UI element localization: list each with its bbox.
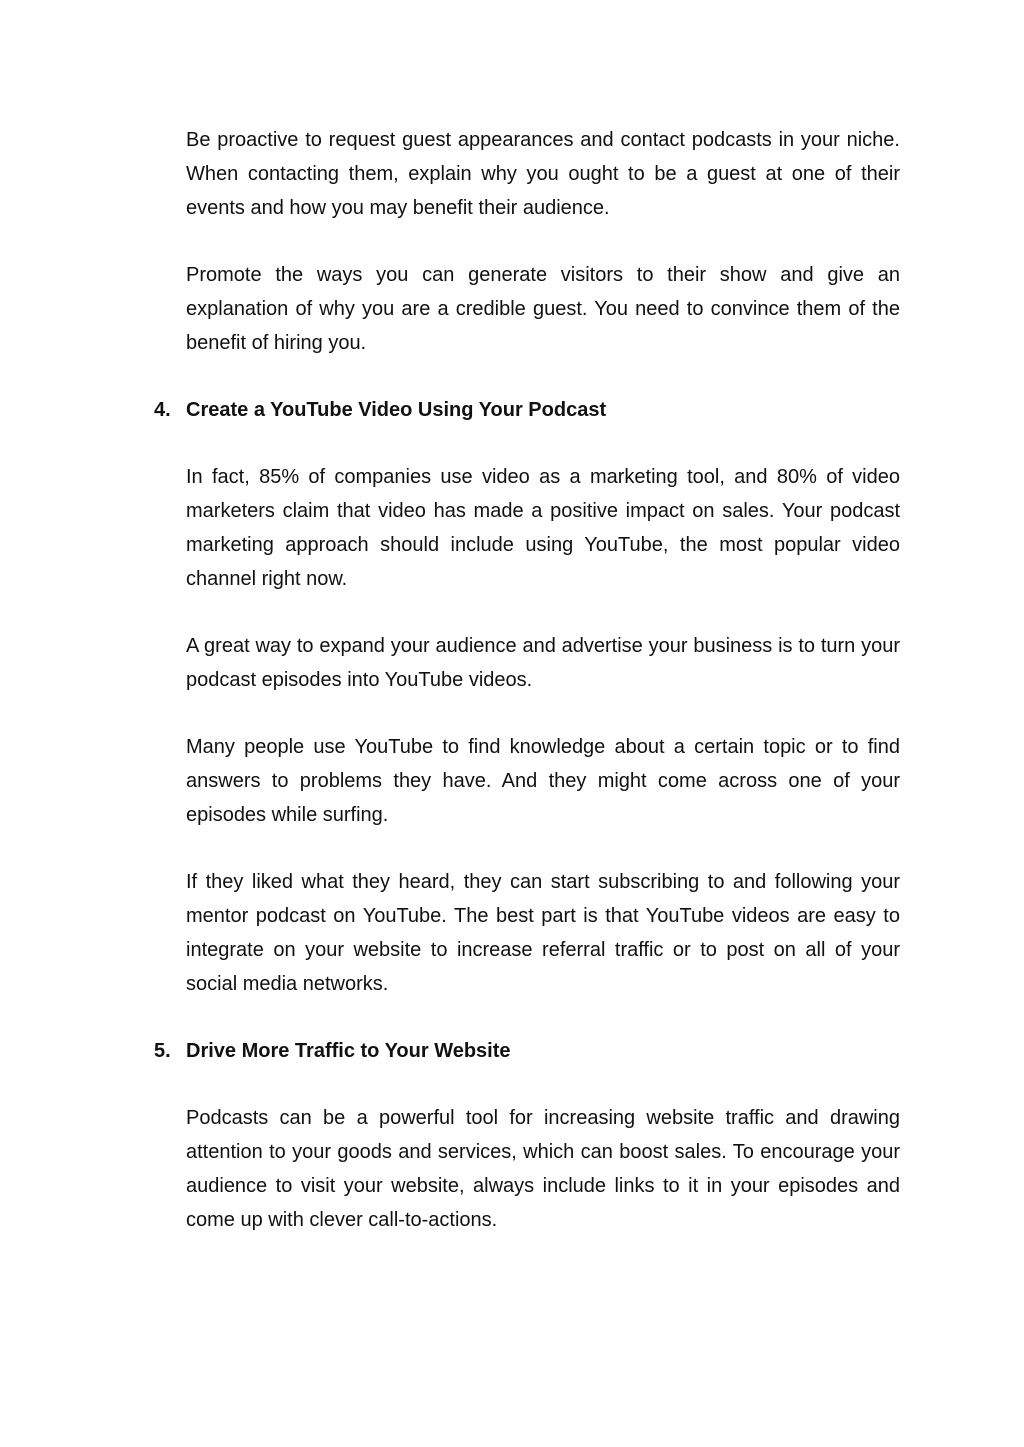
section-heading-text: Drive More Traffic to Your Website — [186, 1040, 511, 1062]
section-number: 4. — [154, 399, 171, 421]
section-heading-traffic — [154, 1034, 900, 1068]
section-heading-youtube — [154, 393, 900, 427]
document-body — [154, 123, 900, 1270]
paragraph-video-stats: In fact, 85% of companies use video as a marketing tool, and 80% of video marketers claim that video has made a positive impact on sales. Your podcast marketing approach should include using YouTube, the most popular video channel right now. — [186, 466, 900, 590]
paragraph-website-traffic: Podcasts can be a powerful tool for increasing website traffic and drawing attention to your goods and services, which can boost sales. To encourage your audience to visit your website, always include links to it in your episodes and come up with clever call-to-actions. — [186, 1107, 900, 1231]
section-number: 5. — [154, 1040, 171, 1062]
paragraph-promote-ways: Promote the ways you can generate visitors to their show and give an explanation of why you are a credible guest. You need to convince them of the benefit of hiring you. — [186, 264, 900, 354]
paragraph-subscribing: If they liked what they heard, they can start subscribing to and following your mentor podcast on YouTube. The best part is that YouTube videos are easy to integrate on your website to increase referral traffic or to post on all of your social media networks. — [186, 871, 900, 995]
section-heading-text: Create a YouTube Video Using Your Podcast — [186, 399, 607, 421]
paragraph-guest-appearances: Be proactive to request guest appearances and contact podcasts in your niche. When contacting them, explain why you ought to be a guest at one of their events and how you may benefit their audience. — [186, 129, 900, 219]
paragraph-expand-audience: A great way to expand your audience and advertise your business is to turn your podcast episodes into YouTube videos. — [186, 635, 900, 691]
paragraph-find-knowledge: Many people use YouTube to find knowledge about a certain topic or to find answers to problems they have. And they might come across one of your episodes while surfing. — [186, 736, 900, 826]
